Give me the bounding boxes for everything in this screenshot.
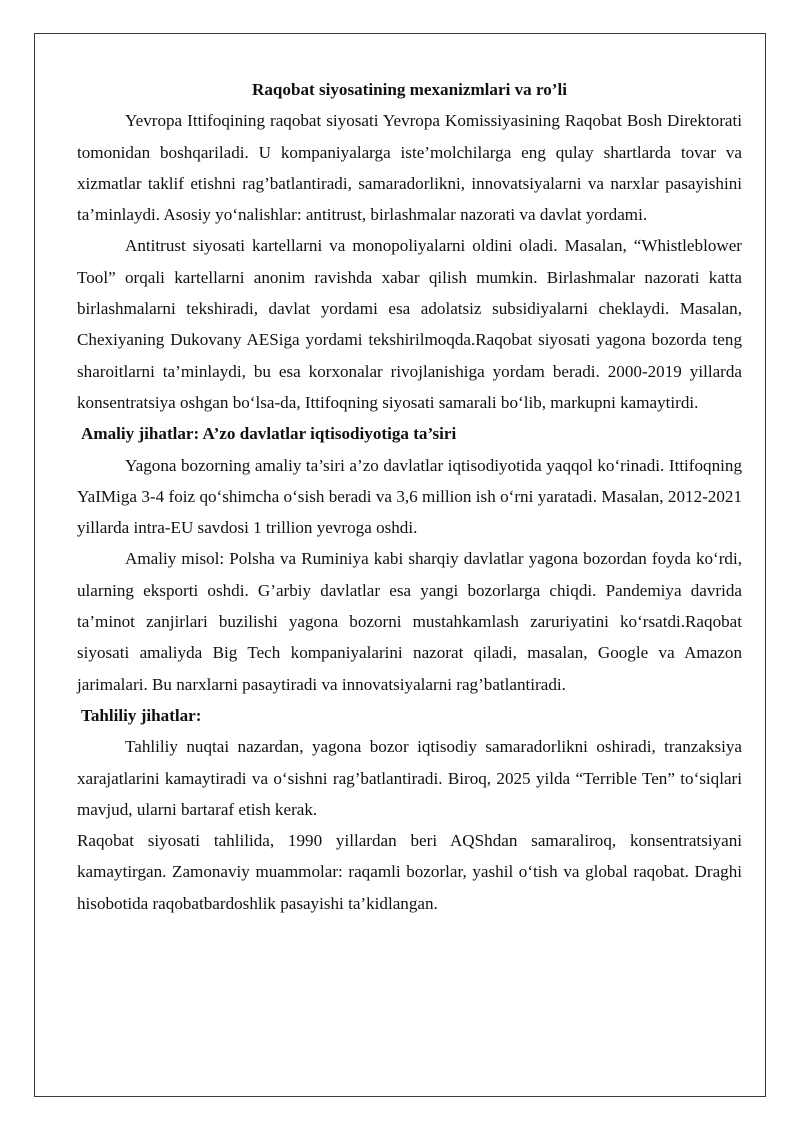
paragraph-practical-impact: Yagona bozorning amaliy ta’siri a’zo davlatlar iqtisodiyotida yaqqol ko‘rinadi. Ittifoqning YaIMiga 3-4 foiz qo‘shimcha o‘sish beradi va 3,6 million ish o‘rni yaratadi. Masalan, 2012-2021 yillarda intra-EU savdosi 1 trillion yevroga oshdi. [77, 455, 742, 538]
heading-analytical: Tahliliy jihatlar: [81, 705, 202, 725]
document-title: Raqobat siyosatining mexanizmlari va ro’li [252, 80, 567, 99]
paragraph-intro: Yevropa Ittifoqining raqobat siyosati Yevropa Komissiyasining Raqobat Bosh Direktorati tomonidan boshqariladi. U kompaniyalarga iste’molchilarga eng qulay shartlarda tovar va xizmatlar taklif etishni rag’batlantiradi, samaradorlikni, innovatsiyalarni va narxlar pasayishini ta’minlaydi. Asosiy yo‘nalishlar: antitrust, birlashmalar nazorati va davlat yordami. [77, 111, 742, 225]
paragraph-analytical-view: Tahliliy nuqtai nazardan, yagona bozor iqtisodiy samaradorlikni oshiradi, tranzaksiya xarajatlarini kamaytiradi va o‘sishni rag’batlantiradi. Biroq, 2025 yilda “Terrible Ten” to‘siqlari mavjud, ularni bartaraf etish kerak. [77, 737, 742, 819]
paragraph-antitrust: Antitrust siyosati kartellarni va monopoliyalarni oldini oladi. Masalan, “Whistleblower Tool” orqali kartellarni anonim ravishda xabar qilish mumkin. Birlashmalar nazorati katta birlashmalarni tekshiradi, davlat yordami esa adolatsiz subsidiyalarni cheklaydi. Masalan, Chexiyaning Dukovany AESiga yordami tekshirilmoqda.Raqobat siyosati yagona bozorda teng sharoitlarni ta’minlaydi, bu esa korxonalar rivojlanishiga yordam beradi. 2000-2019 yillarda konsentratsiya oshgan bo‘lsa-da, Ittifoqning siyosati samarali bo‘lib, markupni kamaytirdi. [77, 236, 742, 412]
paragraph-analytical-policy: Raqobat siyosati tahlilida, 1990 yillardan beri AQShdan samaraliroq, konsentratsiyani kamaytirgan. Zamonaviy muammolar: raqamli bozorlar, yashil o‘tish va global raqobat. Draghi hisobotida raqobatbardoshlik pasayishi ta’kidlangan. [77, 831, 742, 913]
paragraph-practical-example: Amaliy misol: Polsha va Ruminiya kabi sharqiy davlatlar yagona bozordan foyda ko‘rdi, ularning eksporti oshdi. G’arbiy davlatlar esa yangi bozorlarga chiqdi. Pandemiya davrida ta’minot zanjirlari buzilishi yagona bozorni mustahkamlash zaruriyatini ko‘rsatdi.Raqobat siyosati amaliyda Big Tech kompaniyalarini nazorat qiladi, masalan, Google va Amazon jarimalari. Bu narxlarni pasaytiradi va innovatsiyalarni rag’batlantiradi. [77, 549, 742, 694]
document-body [77, 74, 742, 919]
heading-practical: Amaliy jihatlar: A’zo davlatlar iqtisodiyotiga ta’siri [81, 424, 457, 444]
